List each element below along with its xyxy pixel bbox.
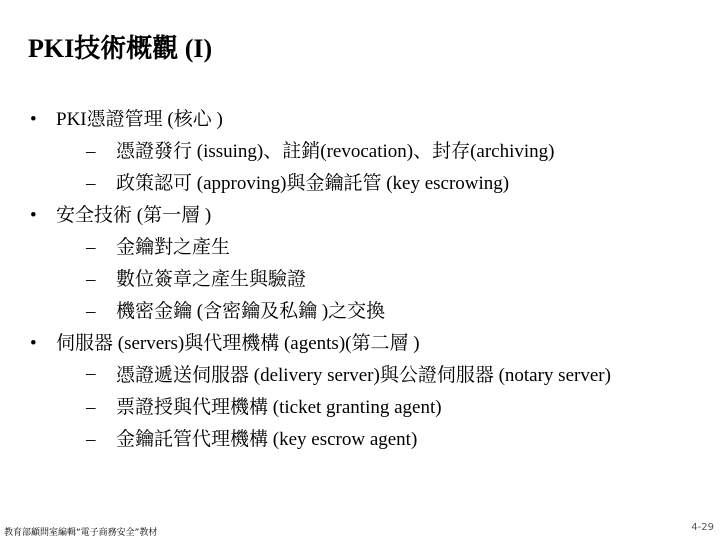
bullet-text: 安全技術 (第一層 ) <box>56 205 212 226</box>
sub-bullet-item <box>30 168 700 200</box>
bullet-marker: • <box>30 333 37 354</box>
footer-source: 教育部顧問室編輯“電子商務安全”教材 <box>4 528 158 538</box>
sub-bullet-text: 金鑰對之產生 <box>116 237 231 258</box>
sub-bullet-text: 憑證發行 (issuing)、註銷(revocation)、封存(archiving) <box>116 141 555 162</box>
sub-bullet-text: 機密金鑰 (含密鑰及私鑰 )之交換 <box>116 301 386 322</box>
dash-marker: – <box>86 429 96 450</box>
bullet-item <box>30 328 700 360</box>
bullet-marker: • <box>30 205 37 226</box>
sub-bullet-item <box>30 392 700 424</box>
sub-bullet-item <box>30 136 700 168</box>
dash-marker: – <box>86 363 96 384</box>
dash-marker: – <box>86 269 96 290</box>
bullet-item <box>30 200 700 232</box>
sub-bullet-item <box>30 424 700 456</box>
bullet-item <box>30 104 700 136</box>
dash-marker: – <box>86 141 96 162</box>
sub-bullet-text: 數位簽章之產生與驗證 <box>116 269 307 290</box>
bullet-marker: • <box>30 109 37 130</box>
slide-title: PKI技術概觀 (I) <box>28 34 213 63</box>
bullet-text: PKI憑證管理 (核心 ) <box>56 109 223 130</box>
bullet-list <box>30 104 700 456</box>
dash-marker: – <box>86 397 96 418</box>
sub-bullet-item <box>30 296 700 328</box>
dash-marker: – <box>86 301 96 322</box>
sub-bullet-item <box>30 360 700 392</box>
sub-bullet-item <box>30 232 700 264</box>
sub-bullet-text: 憑證遞送伺服器 (delivery server)與公證伺服器 (notary server) <box>116 365 611 386</box>
bullet-text: 伺服器 (servers)與代理機構 (agents)(第二層 ) <box>56 333 420 354</box>
dash-marker: – <box>86 173 96 194</box>
sub-bullet-text: 政策認可 (approving)與金鑰託管 (key escrowing) <box>116 173 510 194</box>
sub-bullet-item <box>30 264 700 296</box>
sub-bullet-text: 金鑰託管代理機構 (key escrow agent) <box>116 429 418 450</box>
page-number: 4-29 <box>691 522 714 533</box>
dash-marker: – <box>86 237 96 258</box>
sub-bullet-text: 票證授與代理機構 (ticket granting agent) <box>116 397 442 418</box>
